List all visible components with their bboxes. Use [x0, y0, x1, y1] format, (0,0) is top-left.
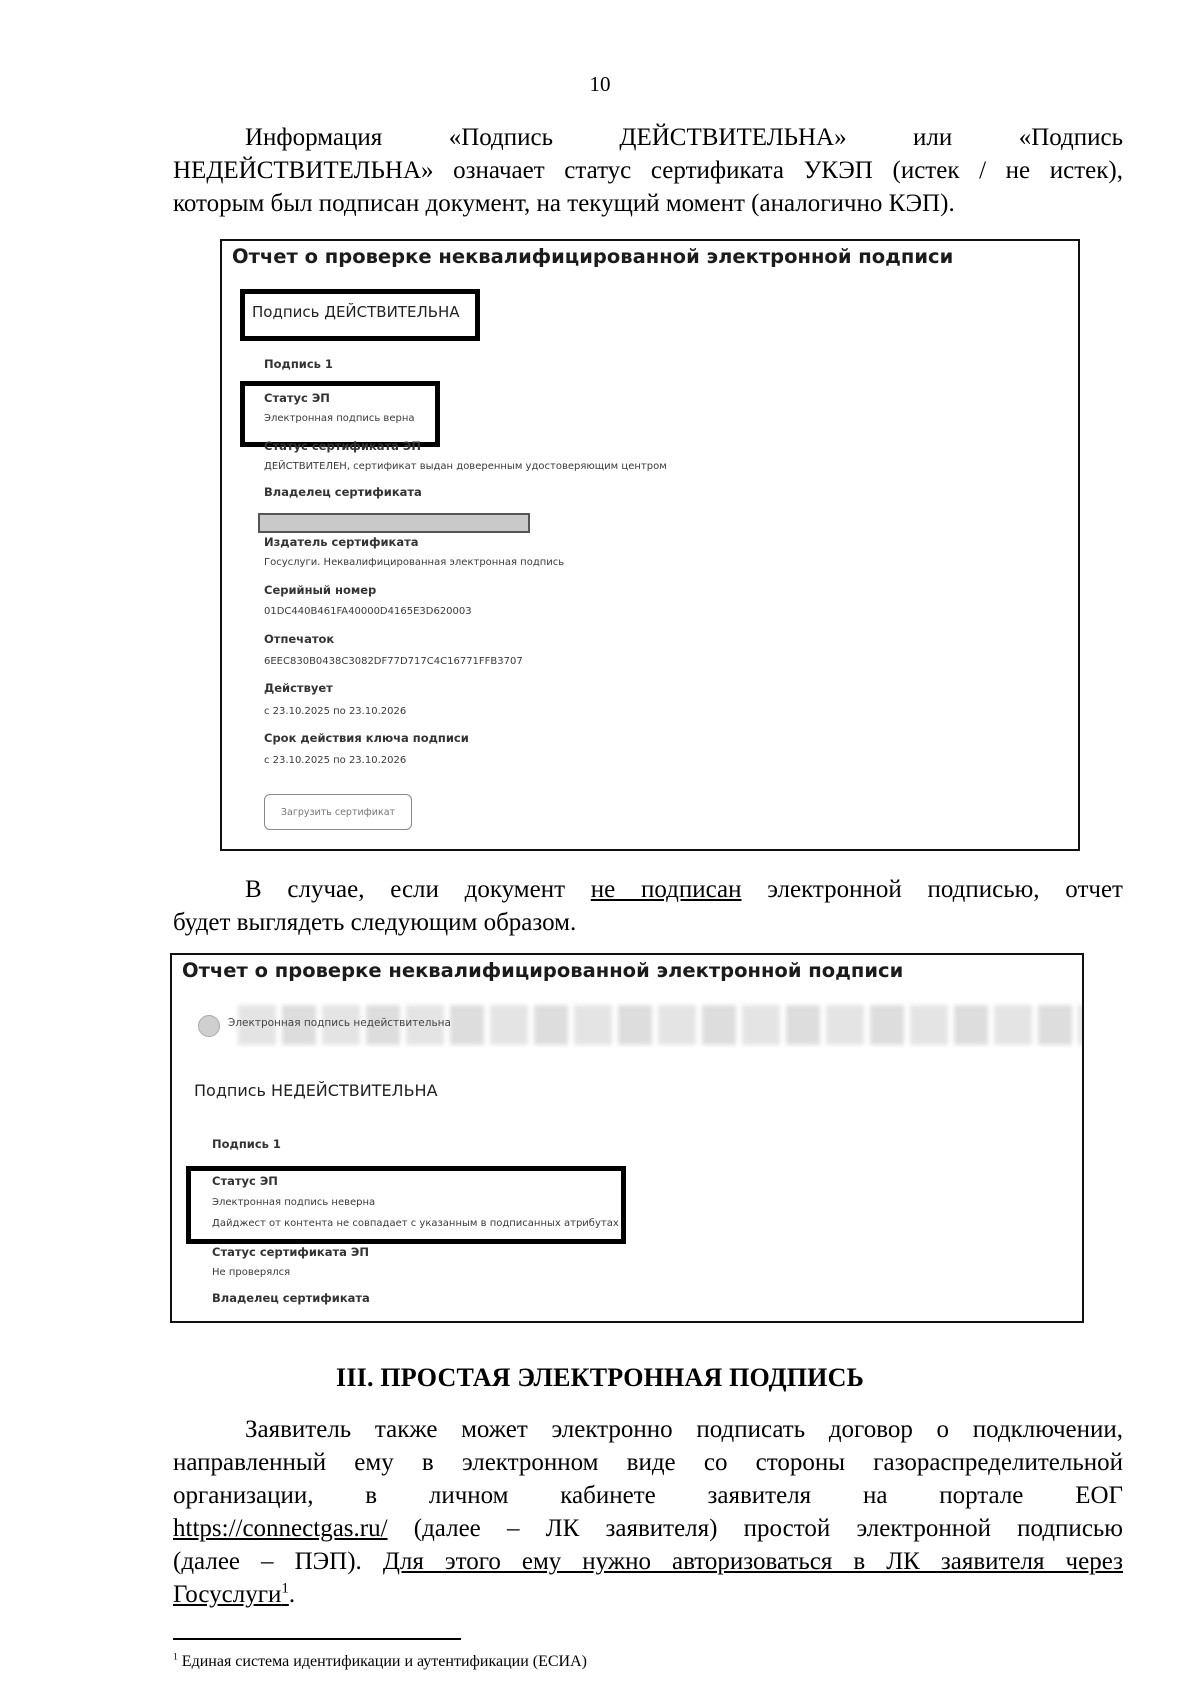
signature-label: Подпись 1	[264, 357, 333, 371]
field-label: Действует	[264, 681, 333, 695]
field-label: Отпечаток	[264, 632, 335, 646]
field-label: Статус ЭП	[212, 1174, 278, 1188]
section-heading: III. ПРОСТАЯ ЭЛЕКТРОННАЯ ПОДПИСЬ	[336, 1363, 864, 1392]
middle-text: В случае, если документ	[245, 876, 591, 903]
middle-line-1	[173, 873, 1123, 906]
warning-banner	[180, 1003, 1084, 1047]
footnote-mark: 1	[173, 1651, 178, 1663]
field-label: Владелец сертификата	[212, 1291, 370, 1305]
intro-line-2: НЕДЕЙСТВИТЕЛЬНА» означает статус сертификата УКЭП (истек / не истек),	[173, 157, 1123, 184]
page-number: 10	[589, 72, 611, 96]
intro-line-1	[173, 121, 1123, 154]
section-line-5	[173, 1545, 1123, 1578]
field-value: Электронная подпись неверна	[212, 1197, 376, 1208]
report-title: Отчет о проверке неквалифицированной электронной подписи	[232, 245, 954, 268]
section-word: организации,	[173, 1482, 314, 1509]
valid-signature-report-screenshot	[220, 239, 1080, 851]
section-word: ЕОГ	[1075, 1482, 1123, 1509]
field-value: с 23.10.2025 по 23.10.2026	[264, 706, 407, 717]
section-word: портале	[939, 1482, 1024, 1509]
section-line-3	[173, 1479, 1123, 1512]
field-label: Статус сертификата ЭП	[212, 1245, 369, 1259]
field-value: с 23.10.2025 по 23.10.2026	[264, 755, 407, 766]
footnote-text: Единая система идентификации и аутентификации (ЕСИА)	[177, 1653, 587, 1670]
warning-icon	[198, 1015, 220, 1037]
field-label: Статус ЭП	[264, 391, 330, 405]
section-text: .	[288, 1581, 296, 1608]
report-title: Отчет о проверке неквалифицированной электронной подписи	[182, 959, 904, 982]
section-word: личном	[428, 1482, 509, 1509]
connectgas-link[interactable]: https://connectgas.ru/	[173, 1515, 388, 1542]
section-line-4	[173, 1512, 1123, 1545]
intro-word: ДЕЙСТВИТЕЛЬНА»	[619, 124, 847, 151]
field-label: Владелец сертификата	[264, 485, 422, 499]
intro-paragraph	[173, 121, 1123, 220]
intro-word: Информация	[245, 124, 383, 151]
field-label: Издатель сертификата	[264, 535, 419, 549]
signature-status: Подпись НЕДЕЙСТВИТЕЛЬНА	[194, 1081, 438, 1100]
signature-status: Подпись ДЕЙСТВИТЕЛЬНА	[252, 303, 460, 321]
field-value: Дайджест от контента не совпадает с указанным в подписанных атрибутах	[212, 1218, 619, 1229]
warning-banner-text: Электронная подпись недействительна	[228, 1017, 451, 1029]
field-value: 01DC440B461FA40000D4165E3D620003	[264, 606, 472, 617]
footnote-reference[interactable]: 1	[281, 1580, 289, 1597]
redacted-owner-field	[258, 513, 530, 533]
intro-line-3: которым был подписан документ, на текущий момент (аналогично КЭП).	[173, 190, 955, 217]
field-value: Не проверялся	[212, 1267, 291, 1278]
footnote-separator	[173, 1638, 461, 1640]
invalid-signature-report-screenshot	[170, 953, 1084, 1323]
field-value: Электронная подпись верна	[264, 413, 415, 424]
gosuslugi-text: Госуслуги	[173, 1581, 282, 1608]
section-paragraph	[173, 1413, 1123, 1611]
section-line-6	[173, 1578, 1123, 1611]
section-word: на	[862, 1482, 888, 1509]
field-label: Срок действия ключа подписи	[264, 731, 469, 745]
underlined-text: Для этого ему нужно авторизоваться в ЛК заявителя через	[382, 1548, 1124, 1575]
footnote	[173, 1653, 587, 1671]
field-label: Серийный номер	[264, 583, 377, 597]
section-line-1: Заявитель также может электронно подписать договор о подключении,	[245, 1416, 1123, 1443]
upload-certificate-button[interactable]: Загрузить сертификат	[264, 794, 412, 830]
underlined-text	[173, 1581, 289, 1608]
middle-text: электронной подписью, отчет	[741, 876, 1123, 903]
section-word: в	[365, 1482, 378, 1509]
underlined-text: не подписан	[590, 876, 742, 903]
section-line-2: направленный ему в электронном виде со стороны газораспределительной	[173, 1449, 1123, 1476]
field-label: Статус сертификата ЭП	[264, 439, 421, 453]
intro-word: «Подпись	[448, 124, 553, 151]
section-text: (далее – ПЭП).	[173, 1548, 383, 1575]
intro-word: или	[913, 124, 953, 151]
signature-label: Подпись 1	[212, 1137, 281, 1151]
intro-word: «Подпись	[1018, 124, 1123, 151]
field-value: 6EEC830B0438C3082DF77D717C4C16771FFB3707	[264, 656, 523, 667]
section-word: кабинете	[560, 1482, 656, 1509]
section-word: заявителя	[707, 1482, 812, 1509]
field-value: ДЕЙСТВИТЕЛЕН, сертификат выдан доверенным удостоверяющим центром	[264, 461, 667, 472]
section-text: (далее – ЛК заявителя) простой электронной подписью	[387, 1515, 1123, 1542]
middle-paragraph	[173, 873, 1123, 939]
middle-line-2: будет выглядеть следующим образом.	[173, 909, 577, 936]
field-value: Госуслуги. Неквалифицированная электронная подпись	[264, 557, 565, 568]
